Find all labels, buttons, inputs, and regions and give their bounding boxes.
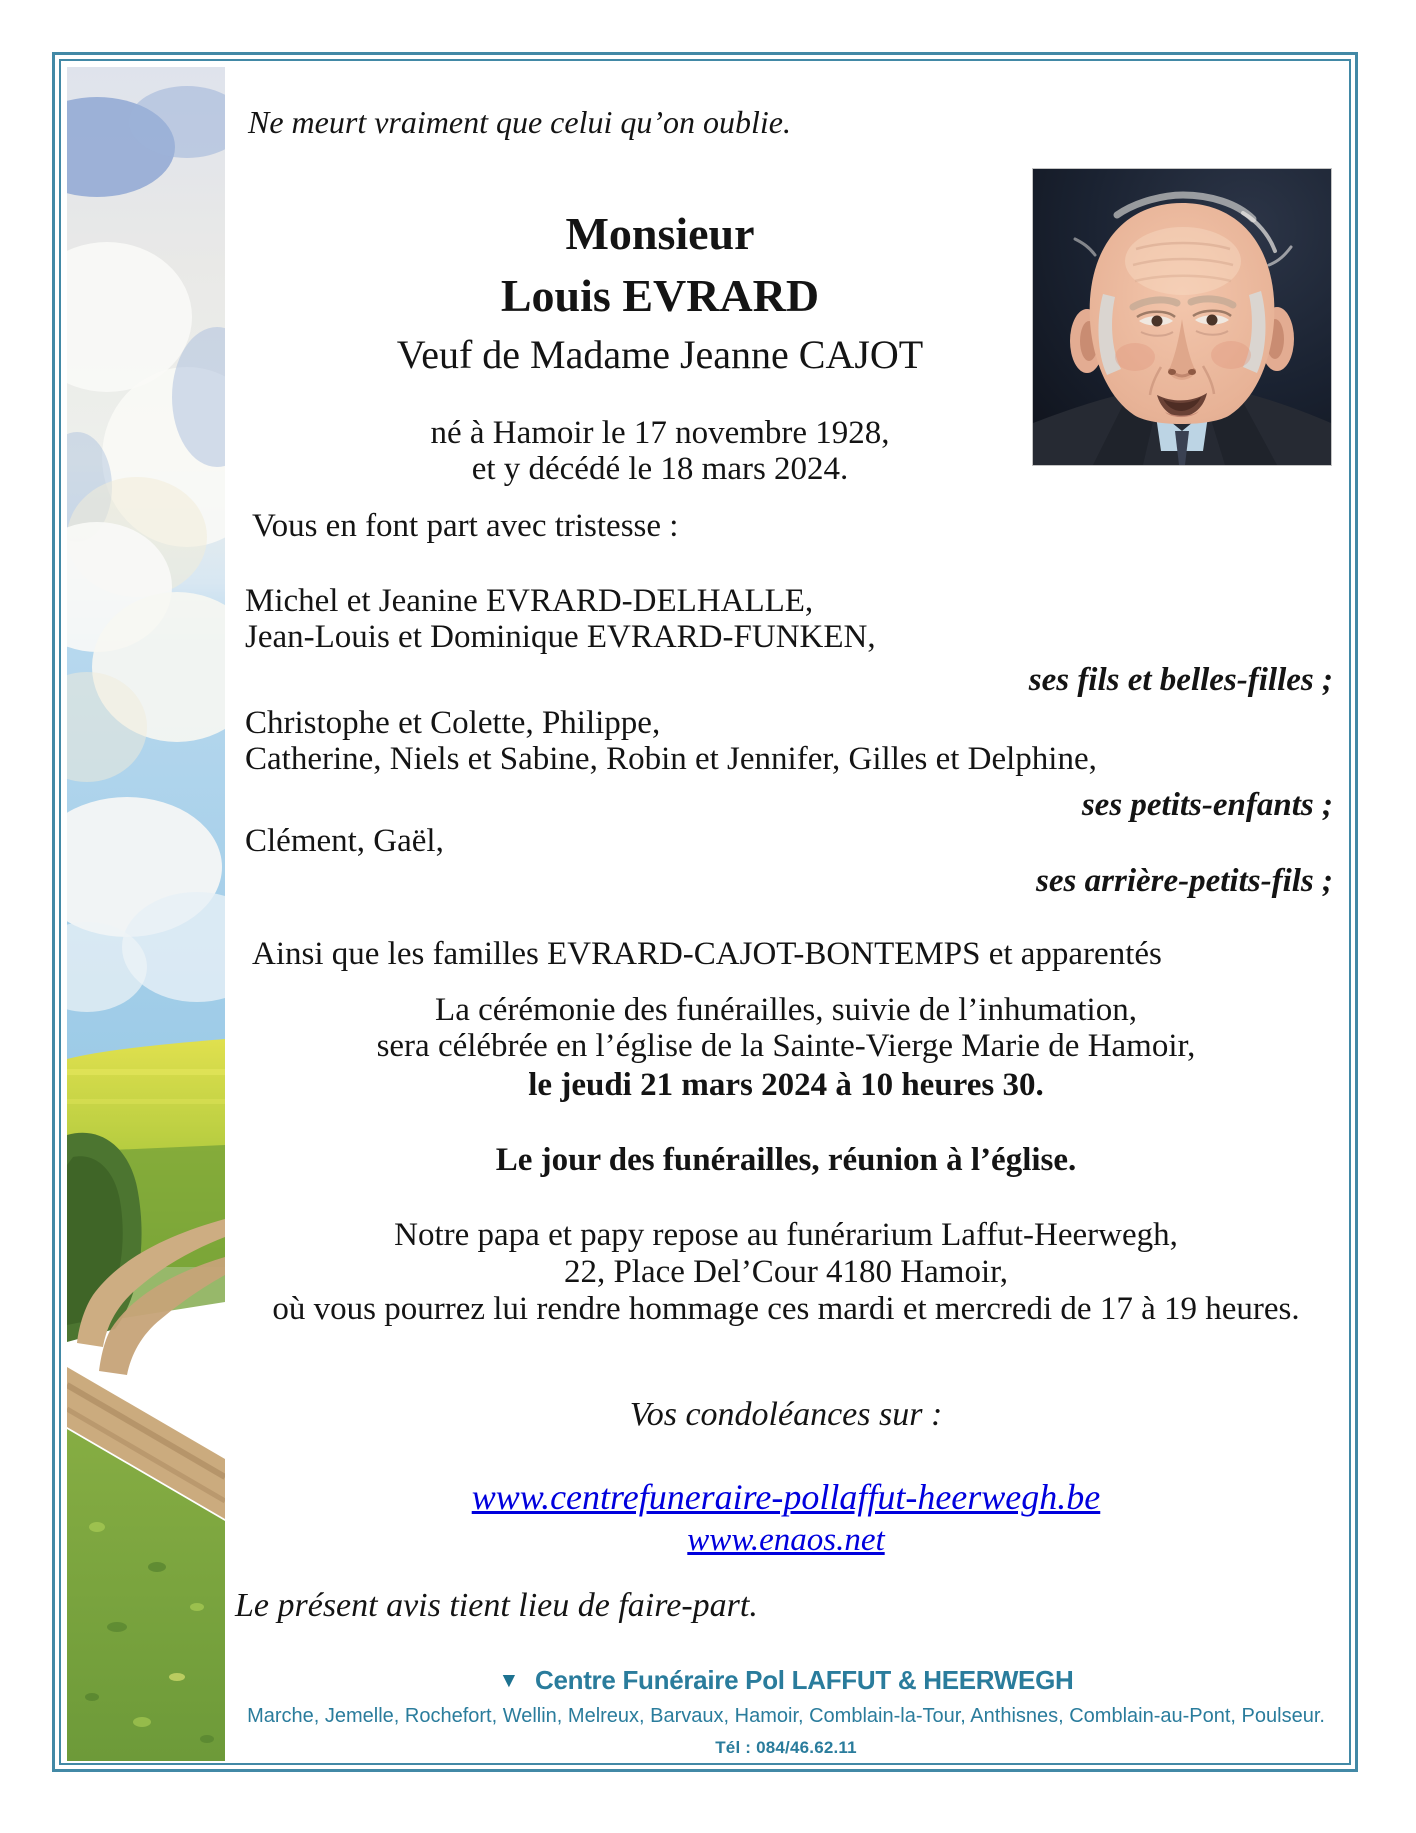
notice-line: Le présent avis tient lieu de faire-part.: [235, 1587, 758, 1624]
condolences-label: Vos condoléances sur :: [629, 1396, 943, 1433]
family-line: Clément, Gaël,: [245, 823, 444, 859]
condolence-link-centrefuneraire[interactable]: www.centrefuneraire-pollaffut-heerwegh.be: [471, 1477, 1101, 1517]
repose-line: où vous pourrez lui rendre hommage ces mardi et mercredi de 17 à 19 heures.: [272, 1291, 1300, 1327]
relation-sons-line: ses fils et belles-filles ;: [1028, 662, 1333, 698]
family-line: Michel et Jeanine EVRARD-DELHALLE,: [245, 583, 814, 619]
footer-company-line: [225, 1662, 1347, 1701]
footer-phone-line: Tél : 084/46.62.11: [715, 1738, 857, 1757]
nature-strip-image: [67, 67, 225, 1761]
birth-line: né à Hamoir le 17 novembre 1928,: [430, 415, 890, 451]
widower-line: Veuf de Madame Jeanne CAJOT: [396, 332, 924, 377]
relation-great-grandchildren-line: ses arrière-petits-fils ;: [1036, 863, 1333, 899]
death-line: et y décédé le 18 mars 2024.: [471, 451, 849, 487]
intro-line: Vous en font part avec tristesse :: [252, 508, 679, 544]
deceased-name-line: Louis EVRARD: [500, 270, 820, 321]
footer-localities-line: Marche, Jemelle, Rochefort, Wellin, Melreux, Barvaux, Hamoir, Comblain-la-Tour, Anthisnes, Comblain-au-Pont, Poulseur.: [247, 1705, 1325, 1727]
family-line: Jean-Louis et Dominique EVRARD-FUNKEN,: [245, 619, 876, 655]
condolence-link-enaos[interactable]: www.enaos.net: [687, 1522, 885, 1558]
relation-grandchildren-line: ses petits-enfants ;: [1081, 787, 1333, 823]
condolence-link-row: [225, 1520, 1347, 1560]
family-line: Catherine, Niels et Sabine, Robin et Jennifer, Gilles et Delphine,: [245, 741, 1097, 777]
family-line: Christophe et Colette, Philippe,: [245, 705, 661, 741]
ceremony-line: sera célébrée en l’église de la Sainte-Vierge Marie de Hamoir,: [376, 1028, 1196, 1064]
ceremony-line: La cérémonie des funérailles, suivie de l’inhumation,: [435, 992, 1137, 1028]
repose-line: 22, Place Del’Cour 4180 Hamoir,: [563, 1254, 1009, 1290]
footer-company-name: Centre Funéraire Pol LAFFUT & HEERWEGH: [534, 1665, 1074, 1695]
condolence-link-row: [225, 1477, 1347, 1517]
families-line: Ainsi que les familles EVRARD-CAJOT-BONTEMPS et apparentés: [252, 936, 1162, 972]
epigraph-line: Ne meurt vraiment que celui qu’on oublie.: [248, 104, 791, 140]
ceremony-datetime-line: le jeudi 21 mars 2024 à 10 heures 30.: [528, 1067, 1044, 1103]
nature-strip-illustration: [67, 67, 225, 1761]
meeting-line: Le jour des funérailles, réunion à l’église.: [495, 1142, 1077, 1178]
repose-line: Notre papa et papy repose au funérarium Laffut-Heerwegh,: [394, 1217, 1178, 1253]
title-line: Monsieur: [565, 208, 755, 259]
down-triangle-icon: ▼: [498, 1669, 519, 1692]
